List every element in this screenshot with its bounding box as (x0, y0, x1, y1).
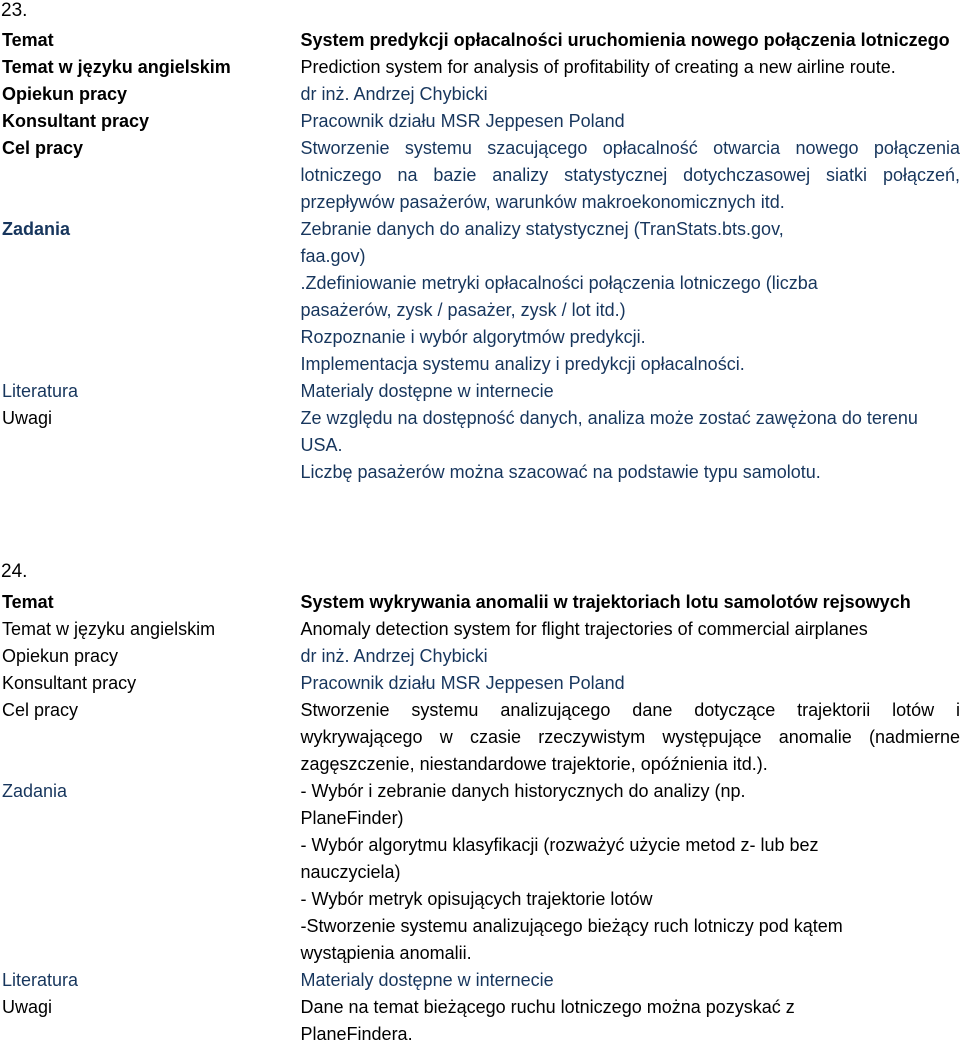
row-cel (0, 697, 960, 778)
value-temat: System wykrywania anomalii w trajektoriach lotu samolotów rejsowych (300, 592, 911, 612)
remark-item: Dane na temat bieżącego ruchu lotniczego można pozyskać z PlaneFindera. (300, 997, 795, 1044)
label-konsultant: Konsultant pracy (2, 673, 137, 693)
row-cel (0, 135, 960, 216)
remark-item: Liczbę pasażerów można szacować na podstawie typu samolotu. (300, 462, 821, 482)
label-literatura: Literatura (2, 381, 79, 401)
task-item: - Wybór metryk opisujących trajektorie lotów (300, 889, 653, 909)
label-temat: Temat (2, 592, 54, 612)
row-zadania (0, 778, 960, 967)
row-temat-en (0, 616, 960, 643)
task-item: Implementacja systemu analizy i predykcji opłacalności. (300, 354, 745, 374)
task-item: -Stworzenie systemu analizującego bieżący ruch lotniczy pod kątem wystąpienia anomalii. (300, 916, 843, 963)
row-zadania (0, 216, 960, 378)
row-opiekun (0, 81, 960, 108)
row-temat (0, 27, 960, 54)
value-uwagi (301, 994, 960, 1048)
value-zadania (301, 778, 960, 967)
label-cel: Cel pracy (2, 138, 84, 158)
value-cel: Stworzenie systemu analizującego dane dotyczące trajektorii lotów i wykrywającego w czasie rzeczywistym występujące anomalie (nadmierne zagęszczenie, niestandardowe trajektorie, opóźnienia itd.). (300, 700, 960, 774)
section-number: 24. (1, 561, 28, 582)
value-literatura: Materialy dostępne w internecie (300, 970, 554, 990)
task-item: Rozpoznanie i wybór algorytmów predykcji. (300, 327, 646, 347)
label-cel: Cel pracy (2, 700, 79, 720)
row-uwagi (0, 994, 960, 1048)
value-konsultant: Pracownik działu MSR Jeppesen Poland (300, 673, 625, 693)
task-item: - Wybór algorytmu klasyfikacji (rozważyć użycie metod z- lub bez nauczyciela) (300, 835, 819, 882)
row-literatura (0, 378, 960, 405)
value-uwagi (301, 405, 960, 486)
label-temat-en: Temat w języku angielskim (2, 57, 231, 77)
row-uwagi (0, 405, 960, 486)
task-item: Zebranie danych do analizy statystycznej (TranStats.bts.gov, faa.gov) (300, 219, 784, 266)
label-opiekun: Opiekun pracy (2, 84, 128, 104)
label-zadania: Zadania (2, 219, 71, 239)
value-konsultant: Pracownik działu MSR Jeppesen Poland (300, 111, 625, 131)
value-cel: Stworzenie systemu szacującego opłacalność otwarcia nowego połączenia lotniczego na bazie analizy statystycznej dotychczasowej siatki połączeń, przepływów pasażerów, warunków makroekonomicznych itd. (300, 138, 960, 212)
thesis-entry-24 (0, 589, 960, 1048)
thesis-entry-23 (0, 27, 960, 486)
value-opiekun: dr inż. Andrzej Chybicki (300, 84, 488, 104)
row-literatura (0, 967, 960, 994)
label-literatura: Literatura (2, 970, 79, 990)
row-konsultant (0, 108, 960, 135)
label-uwagi: Uwagi (2, 408, 53, 428)
label-temat: Temat (2, 30, 54, 50)
label-temat-en: Temat w języku angielskim (2, 619, 216, 639)
task-item: .Zdefiniowanie metryki opłacalności połączenia lotniczego (liczba pasażerów, zysk / pasażer, zysk / lot itd.) (300, 273, 818, 320)
label-opiekun: Opiekun pracy (2, 646, 119, 666)
remark-item: Ze względu na dostępność danych, analiza może zostać zawężona do terenu USA. (300, 408, 918, 455)
task-item: - Wybór i zebranie danych historycznych do analizy (np. PlaneFinder) (300, 781, 746, 828)
value-temat-en: Anomaly detection system for flight trajectories of commercial airplanes (300, 619, 868, 639)
row-konsultant (0, 670, 960, 697)
label-uwagi: Uwagi (2, 997, 53, 1017)
label-konsultant: Konsultant pracy (2, 111, 150, 131)
value-temat-en: Prediction system for analysis of profitability of creating a new airline route. (300, 57, 896, 77)
value-temat: System predykcji opłacalności uruchomienia nowego połączenia lotniczego (300, 30, 950, 50)
value-zadania (301, 216, 960, 378)
section-number: 23. (1, 0, 28, 21)
label-zadania: Zadania (2, 781, 68, 801)
row-opiekun (0, 643, 960, 670)
row-temat (0, 589, 960, 616)
value-literatura: Materialy dostępne w internecie (300, 381, 554, 401)
value-opiekun: dr inż. Andrzej Chybicki (300, 646, 488, 666)
row-temat-en (0, 54, 960, 81)
